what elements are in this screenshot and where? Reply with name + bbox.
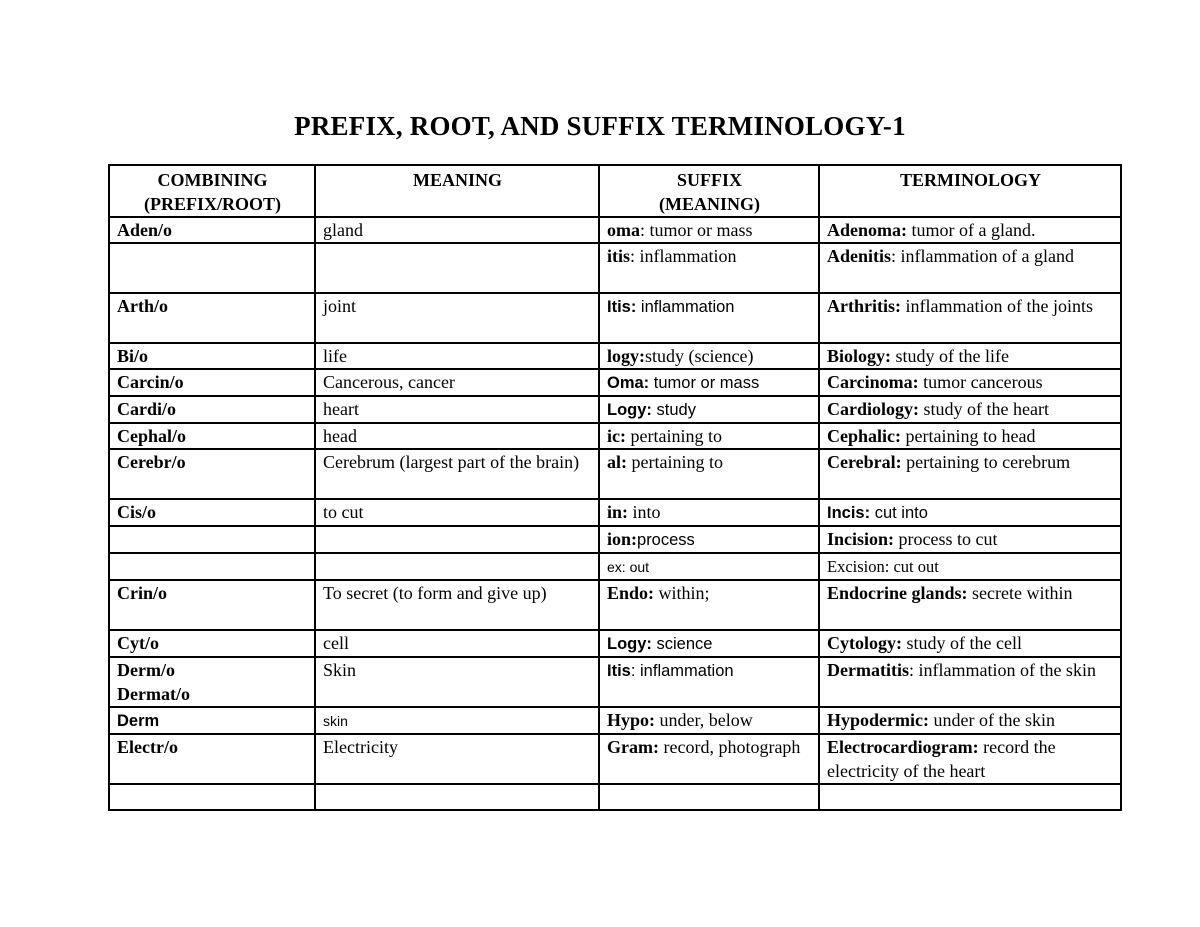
- combining-text: Carcin/o: [117, 372, 184, 392]
- term-word: Endocrine glands:: [827, 583, 968, 603]
- meaning-text: joint: [323, 296, 357, 316]
- cell-suffix: [599, 217, 819, 243]
- term-def: cut out: [889, 557, 939, 576]
- suffix-term: ion:: [607, 529, 638, 549]
- term-def: : inflammation of the skin: [908, 660, 1096, 680]
- term-word: Cardiology:: [827, 399, 919, 419]
- suffix-term: oma: [607, 220, 640, 240]
- suffix-term: Oma:: [607, 374, 650, 392]
- suffix-def: science: [651, 635, 713, 653]
- cell-suffix: [599, 499, 819, 526]
- cell-combining: [109, 499, 315, 526]
- meaning-text: Skin: [323, 660, 357, 680]
- cell-combining: [109, 553, 315, 580]
- term-word: Cephalic:: [827, 426, 901, 446]
- cell-suffix: [599, 526, 819, 553]
- suffix-term: Endo:: [607, 583, 655, 603]
- term-def: cut into: [870, 504, 928, 522]
- cell-meaning: [315, 217, 599, 243]
- cell-meaning: [315, 243, 599, 293]
- meaning-text: life: [323, 346, 347, 366]
- term-def: process to cut: [894, 529, 998, 549]
- term-word: Biology:: [827, 346, 892, 366]
- meaning-text: cell: [323, 633, 349, 653]
- cell-combining: [109, 657, 315, 707]
- term-word: Cerebral:: [827, 452, 902, 472]
- meaning-text: to cut: [323, 502, 364, 522]
- table-row: [109, 526, 1121, 553]
- cell-terminology: [819, 580, 1121, 630]
- combining-text: Arth/o: [117, 296, 168, 316]
- cell-combining: [109, 707, 315, 734]
- cell-terminology: [819, 217, 1121, 243]
- combining-text: Derm: [117, 712, 160, 730]
- cell-terminology: [819, 396, 1121, 423]
- suffix-def: into: [628, 502, 661, 522]
- header-suffix-line2: (MEANING): [659, 194, 760, 214]
- cell-suffix: [599, 630, 819, 657]
- header-suffix-line1: SUFFIX: [676, 170, 742, 190]
- cell-terminology: [819, 343, 1121, 369]
- cell-terminology: [819, 734, 1121, 784]
- cell-combining: [109, 423, 315, 449]
- terminology-table: [108, 164, 1122, 811]
- cell-terminology: [819, 657, 1121, 707]
- header-combining: [109, 165, 315, 217]
- meaning-text: Cerebrum (largest part of the brain): [323, 452, 580, 472]
- cell-suffix: [599, 707, 819, 734]
- cell-combining: [109, 293, 315, 343]
- cell-suffix: [599, 293, 819, 343]
- meaning-text: skin: [323, 713, 348, 729]
- cell-combining: [109, 526, 315, 553]
- suffix-term: ic:: [607, 426, 626, 446]
- table-row: [109, 396, 1121, 423]
- cell-suffix: [599, 449, 819, 499]
- term-word: Incis:: [827, 504, 871, 522]
- cell-terminology: [819, 293, 1121, 343]
- cell-terminology: [819, 449, 1121, 499]
- term-word: Adenoma:: [827, 220, 907, 240]
- suffix-term: Logy:: [607, 635, 652, 653]
- combining-text: Derm/o: [117, 660, 175, 680]
- combining-text: Cis/o: [117, 502, 157, 522]
- term-def: tumor cancerous: [918, 372, 1043, 392]
- table-header-row: [109, 165, 1121, 217]
- suffix-term: al:: [607, 452, 627, 472]
- header-suffix: [599, 165, 819, 217]
- cell-meaning: [315, 293, 599, 343]
- cell-meaning: [315, 553, 599, 580]
- table-row: [109, 499, 1121, 526]
- combining-text: Electr/o: [117, 737, 178, 757]
- term-word: Electrocardiogram:: [827, 737, 979, 757]
- table-row: [109, 553, 1121, 580]
- suffix-def: under, below: [655, 710, 753, 730]
- combining-text: Bi/o: [117, 346, 149, 366]
- cell-meaning: [315, 784, 599, 810]
- term-word: Carcinoma:: [827, 372, 919, 392]
- cell-combining: [109, 217, 315, 243]
- suffix-term: Itis:: [607, 298, 637, 316]
- suffix-def: : tumor or mass: [640, 220, 753, 240]
- suffix-def: tumor or mass: [649, 374, 760, 392]
- header-terminology: TERMINOLOGY: [819, 165, 1121, 217]
- suffix-term: Gram:: [607, 737, 659, 757]
- meaning-text: gland: [323, 220, 363, 240]
- table-row: [109, 657, 1121, 707]
- cell-terminology: [819, 553, 1121, 580]
- combining-text: Cerebr/o: [117, 452, 186, 472]
- combining-text: Cardi/o: [117, 399, 177, 419]
- cell-meaning: [315, 580, 599, 630]
- cell-combining: [109, 243, 315, 293]
- meaning-text: heart: [323, 399, 359, 419]
- combining-text-2: Dermat/o: [117, 684, 190, 704]
- cell-suffix: [599, 784, 819, 810]
- cell-terminology: [819, 707, 1121, 734]
- cell-meaning: [315, 657, 599, 707]
- meaning-text: Electricity: [323, 737, 398, 757]
- cell-meaning: [315, 707, 599, 734]
- suffix-def: process: [637, 531, 695, 549]
- cell-terminology: [819, 630, 1121, 657]
- term-word: Hypodermic:: [827, 710, 929, 730]
- term-word: Incision:: [827, 529, 895, 549]
- cell-terminology: [819, 499, 1121, 526]
- cell-terminology: [819, 243, 1121, 293]
- cell-combining: [109, 630, 315, 657]
- suffix-def: : inflammation: [630, 246, 737, 266]
- cell-suffix: [599, 657, 819, 707]
- cell-terminology: [819, 784, 1121, 810]
- table-row: [109, 784, 1121, 810]
- term-def: under of the skin: [928, 710, 1055, 730]
- cell-suffix: [599, 369, 819, 396]
- suffix-def: : inflammation: [630, 662, 734, 680]
- term-def: pertaining to head: [901, 426, 1036, 446]
- cell-meaning: [315, 369, 599, 396]
- term-def: inflammation of the joints: [900, 296, 1093, 316]
- suffix-def: study (science): [645, 346, 754, 366]
- cell-terminology: [819, 423, 1121, 449]
- cell-meaning: [315, 526, 599, 553]
- cell-suffix: [599, 243, 819, 293]
- suffix-term: Itis: [607, 662, 631, 680]
- combining-text: Cephal/o: [117, 426, 187, 446]
- suffix-term: logy:: [607, 346, 645, 366]
- cell-combining: [109, 449, 315, 499]
- cell-combining: [109, 369, 315, 396]
- term-def: tumor of a gland.: [907, 220, 1036, 240]
- meaning-text: To secret (to form and give up): [323, 583, 547, 603]
- cell-meaning: [315, 343, 599, 369]
- cell-terminology: [819, 369, 1121, 396]
- meaning-text: head: [323, 426, 357, 446]
- term-def: study of the life: [891, 346, 1009, 366]
- table-row: [109, 449, 1121, 499]
- cell-suffix: [599, 580, 819, 630]
- suffix-def: record, photograph: [658, 737, 801, 757]
- table-row: [109, 630, 1121, 657]
- suffix-term: Hypo:: [607, 710, 656, 730]
- suffix-term: ex:: [607, 559, 626, 575]
- cell-meaning: [315, 423, 599, 449]
- term-word: Cytology:: [827, 633, 902, 653]
- suffix-term: Logy:: [607, 401, 652, 419]
- cell-combining: [109, 343, 315, 369]
- cell-meaning: [315, 499, 599, 526]
- term-def: study of the cell: [902, 633, 1022, 653]
- cell-combining: [109, 784, 315, 810]
- suffix-def: pertaining to: [625, 426, 722, 446]
- term-word: Adenitis: [827, 246, 892, 266]
- meaning-text: Cancerous, cancer: [323, 372, 455, 392]
- table-row: [109, 217, 1121, 243]
- combining-text: Aden/o: [117, 220, 173, 240]
- cell-meaning: [315, 630, 599, 657]
- table-row: [109, 707, 1121, 734]
- term-def: pertaining to cerebrum: [901, 452, 1071, 472]
- cell-suffix: [599, 343, 819, 369]
- suffix-term: in:: [607, 502, 629, 522]
- header-combining-line2: (PREFIX/ROOT): [144, 194, 281, 214]
- suffix-def: inflammation: [636, 298, 735, 316]
- cell-terminology: [819, 526, 1121, 553]
- term-word: Arthritis:: [827, 296, 901, 316]
- suffix-def: within;: [654, 583, 710, 603]
- term-def: study of the heart: [919, 399, 1049, 419]
- term-def: secrete within: [967, 583, 1073, 603]
- term-def: : inflammation of a gland: [891, 246, 1074, 266]
- cell-combining: [109, 734, 315, 784]
- suffix-term: itis: [607, 246, 631, 266]
- combining-text: Crin/o: [117, 583, 168, 603]
- cell-combining: [109, 396, 315, 423]
- table-row: [109, 423, 1121, 449]
- term-word: Dermatitis: [827, 660, 909, 680]
- cell-suffix: [599, 734, 819, 784]
- suffix-def: out: [625, 559, 650, 575]
- cell-meaning: [315, 734, 599, 784]
- table-row: [109, 343, 1121, 369]
- combining-text: Cyt/o: [117, 633, 159, 653]
- cell-meaning: [315, 396, 599, 423]
- table-row: [109, 369, 1121, 396]
- cell-suffix: [599, 423, 819, 449]
- page-title: PREFIX, ROOT, AND SUFFIX TERMINOLOGY-1: [294, 111, 906, 141]
- header-meaning: MEANING: [315, 165, 599, 217]
- table-row: [109, 580, 1121, 630]
- table-row: [109, 293, 1121, 343]
- suffix-def: study: [651, 401, 696, 419]
- suffix-def: pertaining to: [627, 452, 723, 472]
- table-row: [109, 243, 1121, 293]
- cell-meaning: [315, 449, 599, 499]
- header-combining-line1: COMBINING: [157, 170, 268, 190]
- cell-suffix: [599, 553, 819, 580]
- term-word: Excision:: [827, 557, 890, 576]
- cell-suffix: [599, 396, 819, 423]
- term-def: record the electricity of the heart: [827, 737, 1056, 781]
- cell-combining: [109, 580, 315, 630]
- table-row: [109, 734, 1121, 784]
